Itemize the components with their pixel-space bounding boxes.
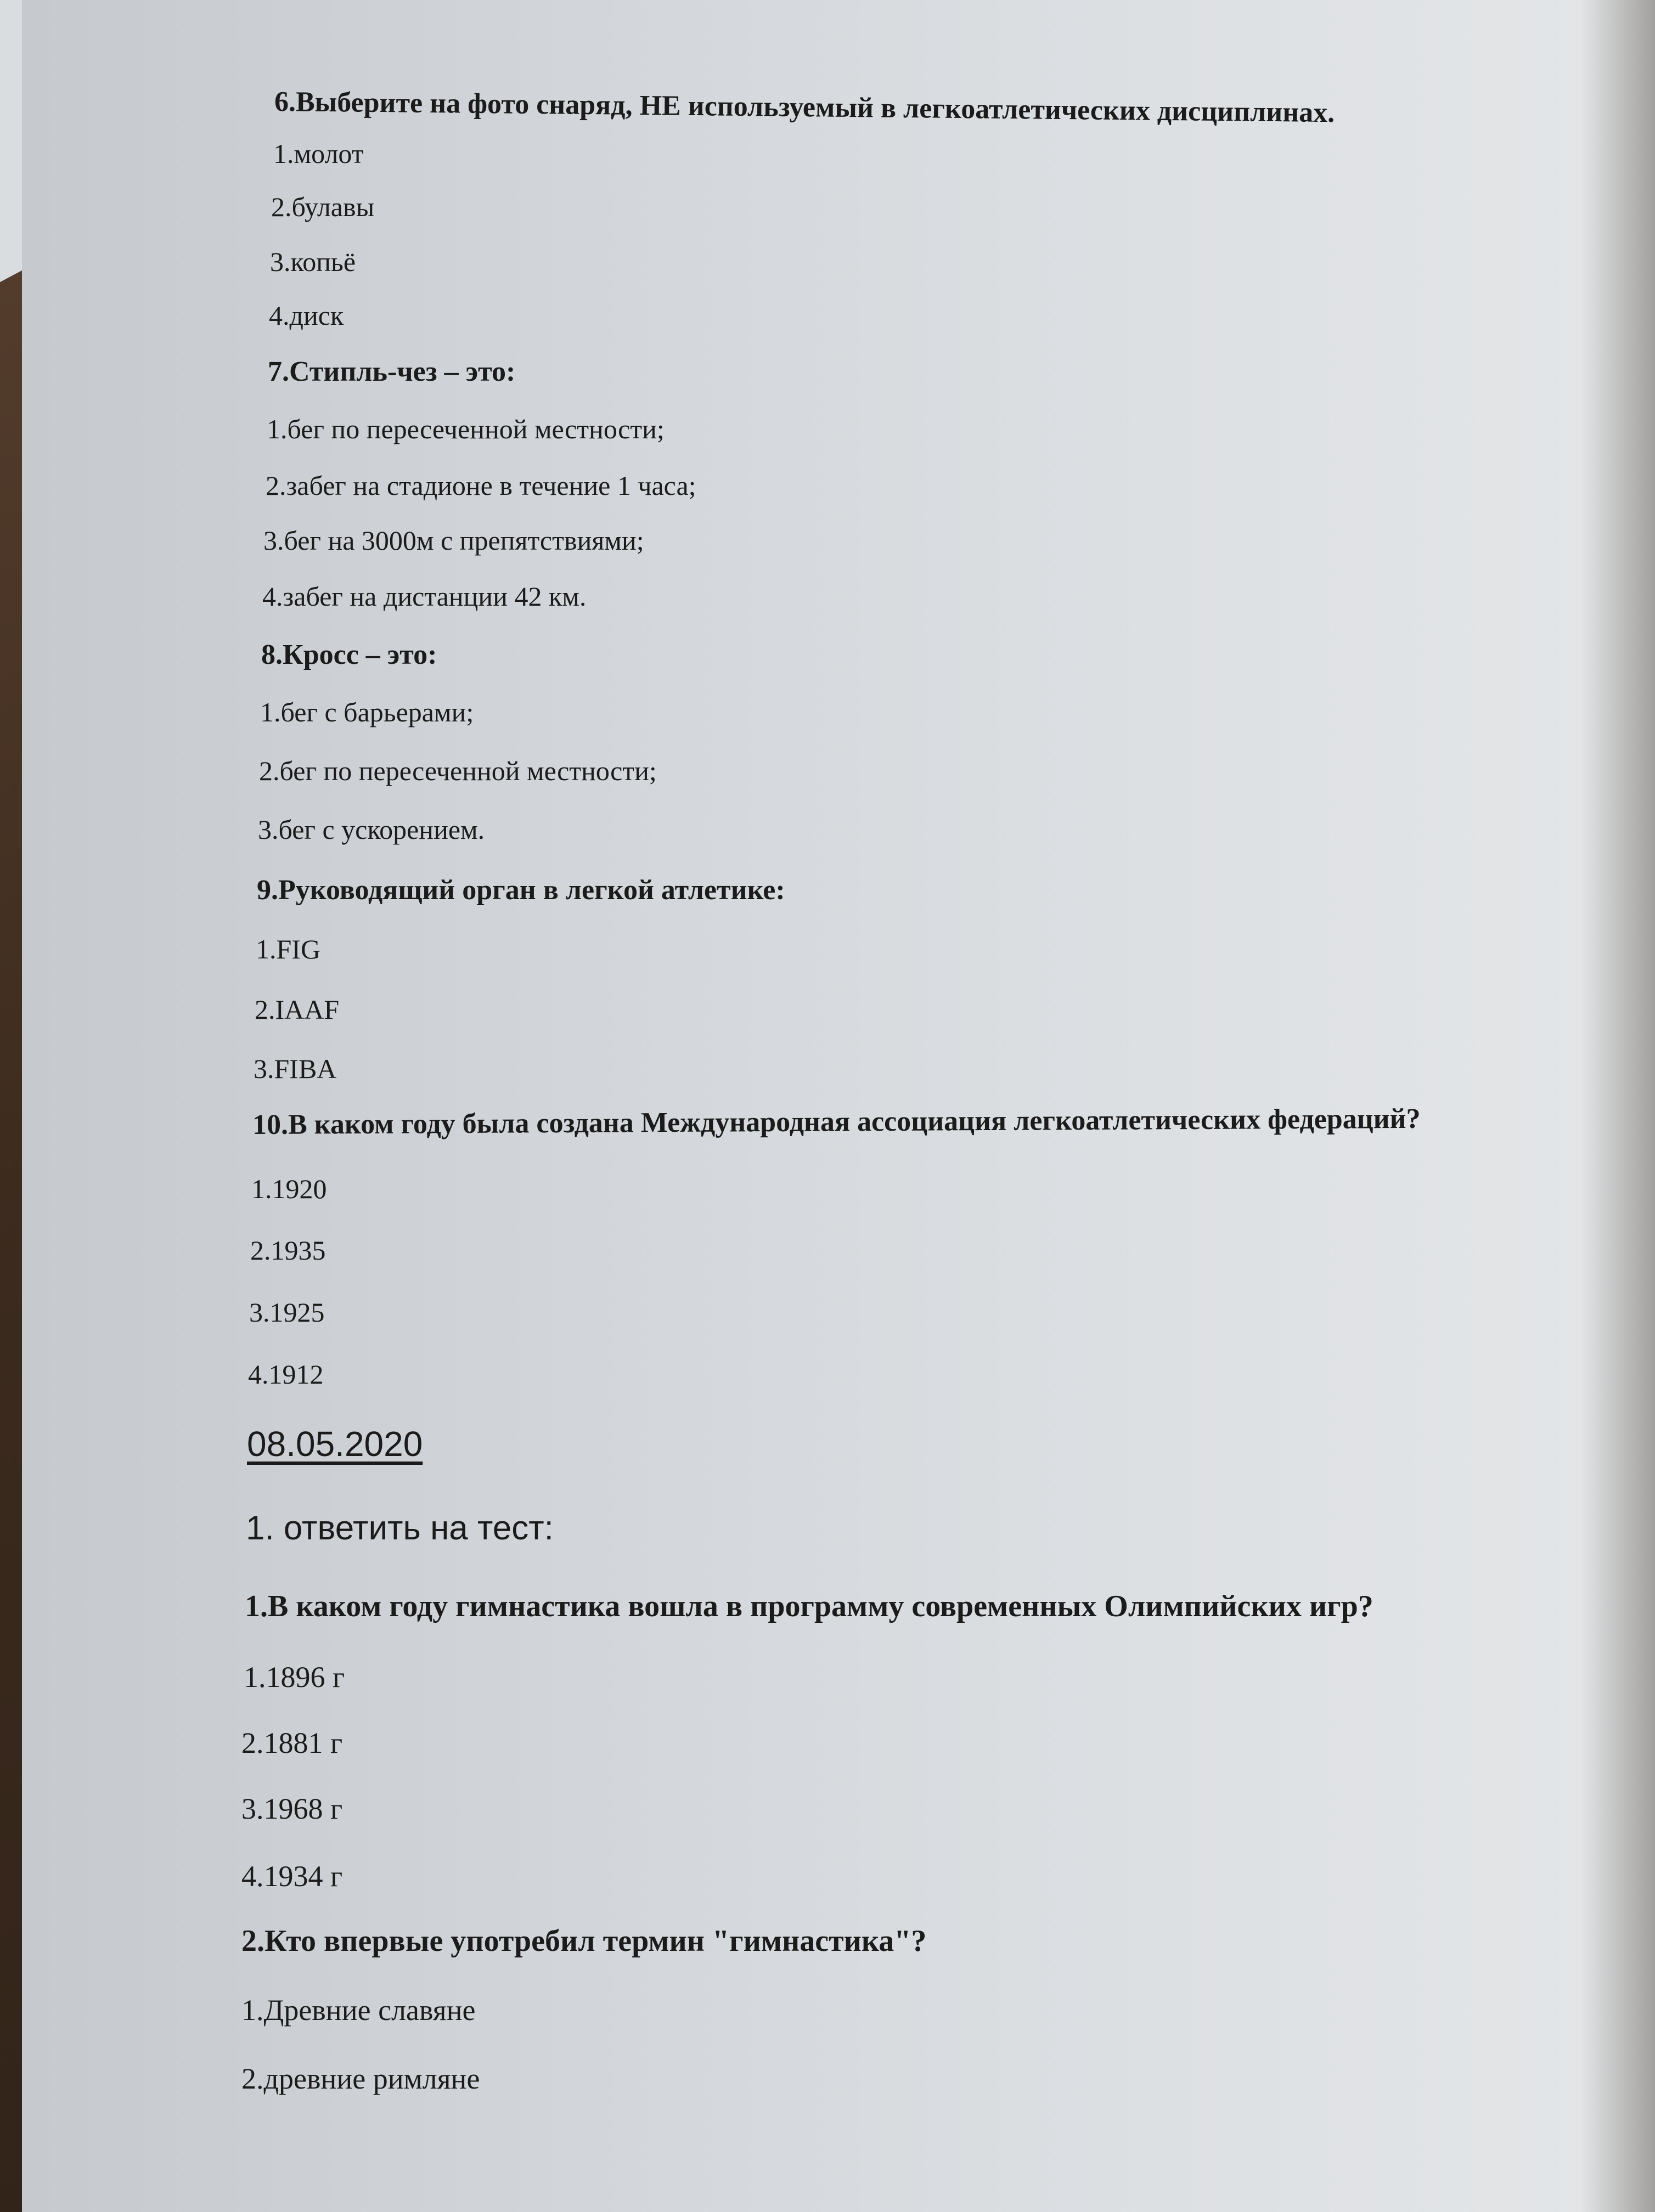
question-6-option-2: 2.булавы: [271, 191, 375, 222]
question-9-option-1: 1.FIG: [256, 934, 321, 964]
question-6-option-4: 4.диск: [269, 300, 344, 331]
question-7-option-4: 4.забег на дистанции 42 км.: [262, 581, 587, 612]
gym-question-2-option-2: 2.древние римляне: [241, 2062, 480, 2095]
gym-question-2-option-1: 1.Древние славяне: [241, 1994, 476, 2027]
date-heading: 08.05.2020: [247, 1424, 423, 1464]
question-8-option-2: 2.бег по пересеченной местности;: [259, 755, 657, 786]
question-7-title: 7.Стипль-чез – это:: [268, 356, 516, 387]
question-8-title: 8.Кросс – это:: [261, 639, 437, 670]
question-8-option-1: 1.бег с барьерами;: [260, 697, 474, 727]
question-9-title: 9.Руководящий орган в легкой атлетике:: [257, 874, 785, 906]
gym-question-1-option-1: 1.1896 г: [244, 1661, 345, 1694]
question-9-option-3: 3.FIBA: [254, 1053, 337, 1084]
question-6-title: 6.Выберите на фото снаряд, НЕ используемый в легкоатлетических дисциплинах.: [274, 86, 1335, 129]
gym-question-1-option-2: 2.1881 г: [241, 1726, 343, 1759]
task-heading: 1. ответить на тест:: [246, 1509, 554, 1547]
question-10-option-4: 4.1912: [248, 1359, 324, 1390]
gym-question-2-title: 2.Кто впервые употребил термин "гимнастика"?: [241, 1924, 927, 1958]
gym-question-1-title: 1.В каком году гимнастика вошла в программу современных Олимпийских игр?: [245, 1589, 1373, 1623]
question-10-option-1: 1.1920: [251, 1173, 327, 1204]
question-6-option-3: 3.копьё: [270, 246, 356, 277]
question-10-option-2: 2.1935: [250, 1235, 326, 1266]
paper-edge-shadow: [1580, 0, 1655, 2212]
question-7-option-1: 1.бег по пересеченной местности;: [267, 414, 665, 444]
question-7-option-2: 2.забег на стадионе в течение 1 часа;: [266, 470, 696, 501]
question-7-option-3: 3.бег на 3000м с препятствиями;: [263, 525, 644, 556]
question-10-title: 10.В каком году была создана Международная ассоциация легкоатлетических федераций?: [252, 1103, 1421, 1141]
question-10-option-3: 3.1925: [249, 1297, 325, 1328]
question-9-option-2: 2.IAAF: [255, 994, 340, 1025]
gym-question-1-option-3: 3.1968 г: [241, 1792, 343, 1825]
question-6-option-1: 1.молот: [273, 138, 364, 169]
gym-question-1-option-4: 4.1934 г: [241, 1860, 343, 1893]
question-8-option-3: 3.бег с ускорением.: [258, 814, 485, 845]
